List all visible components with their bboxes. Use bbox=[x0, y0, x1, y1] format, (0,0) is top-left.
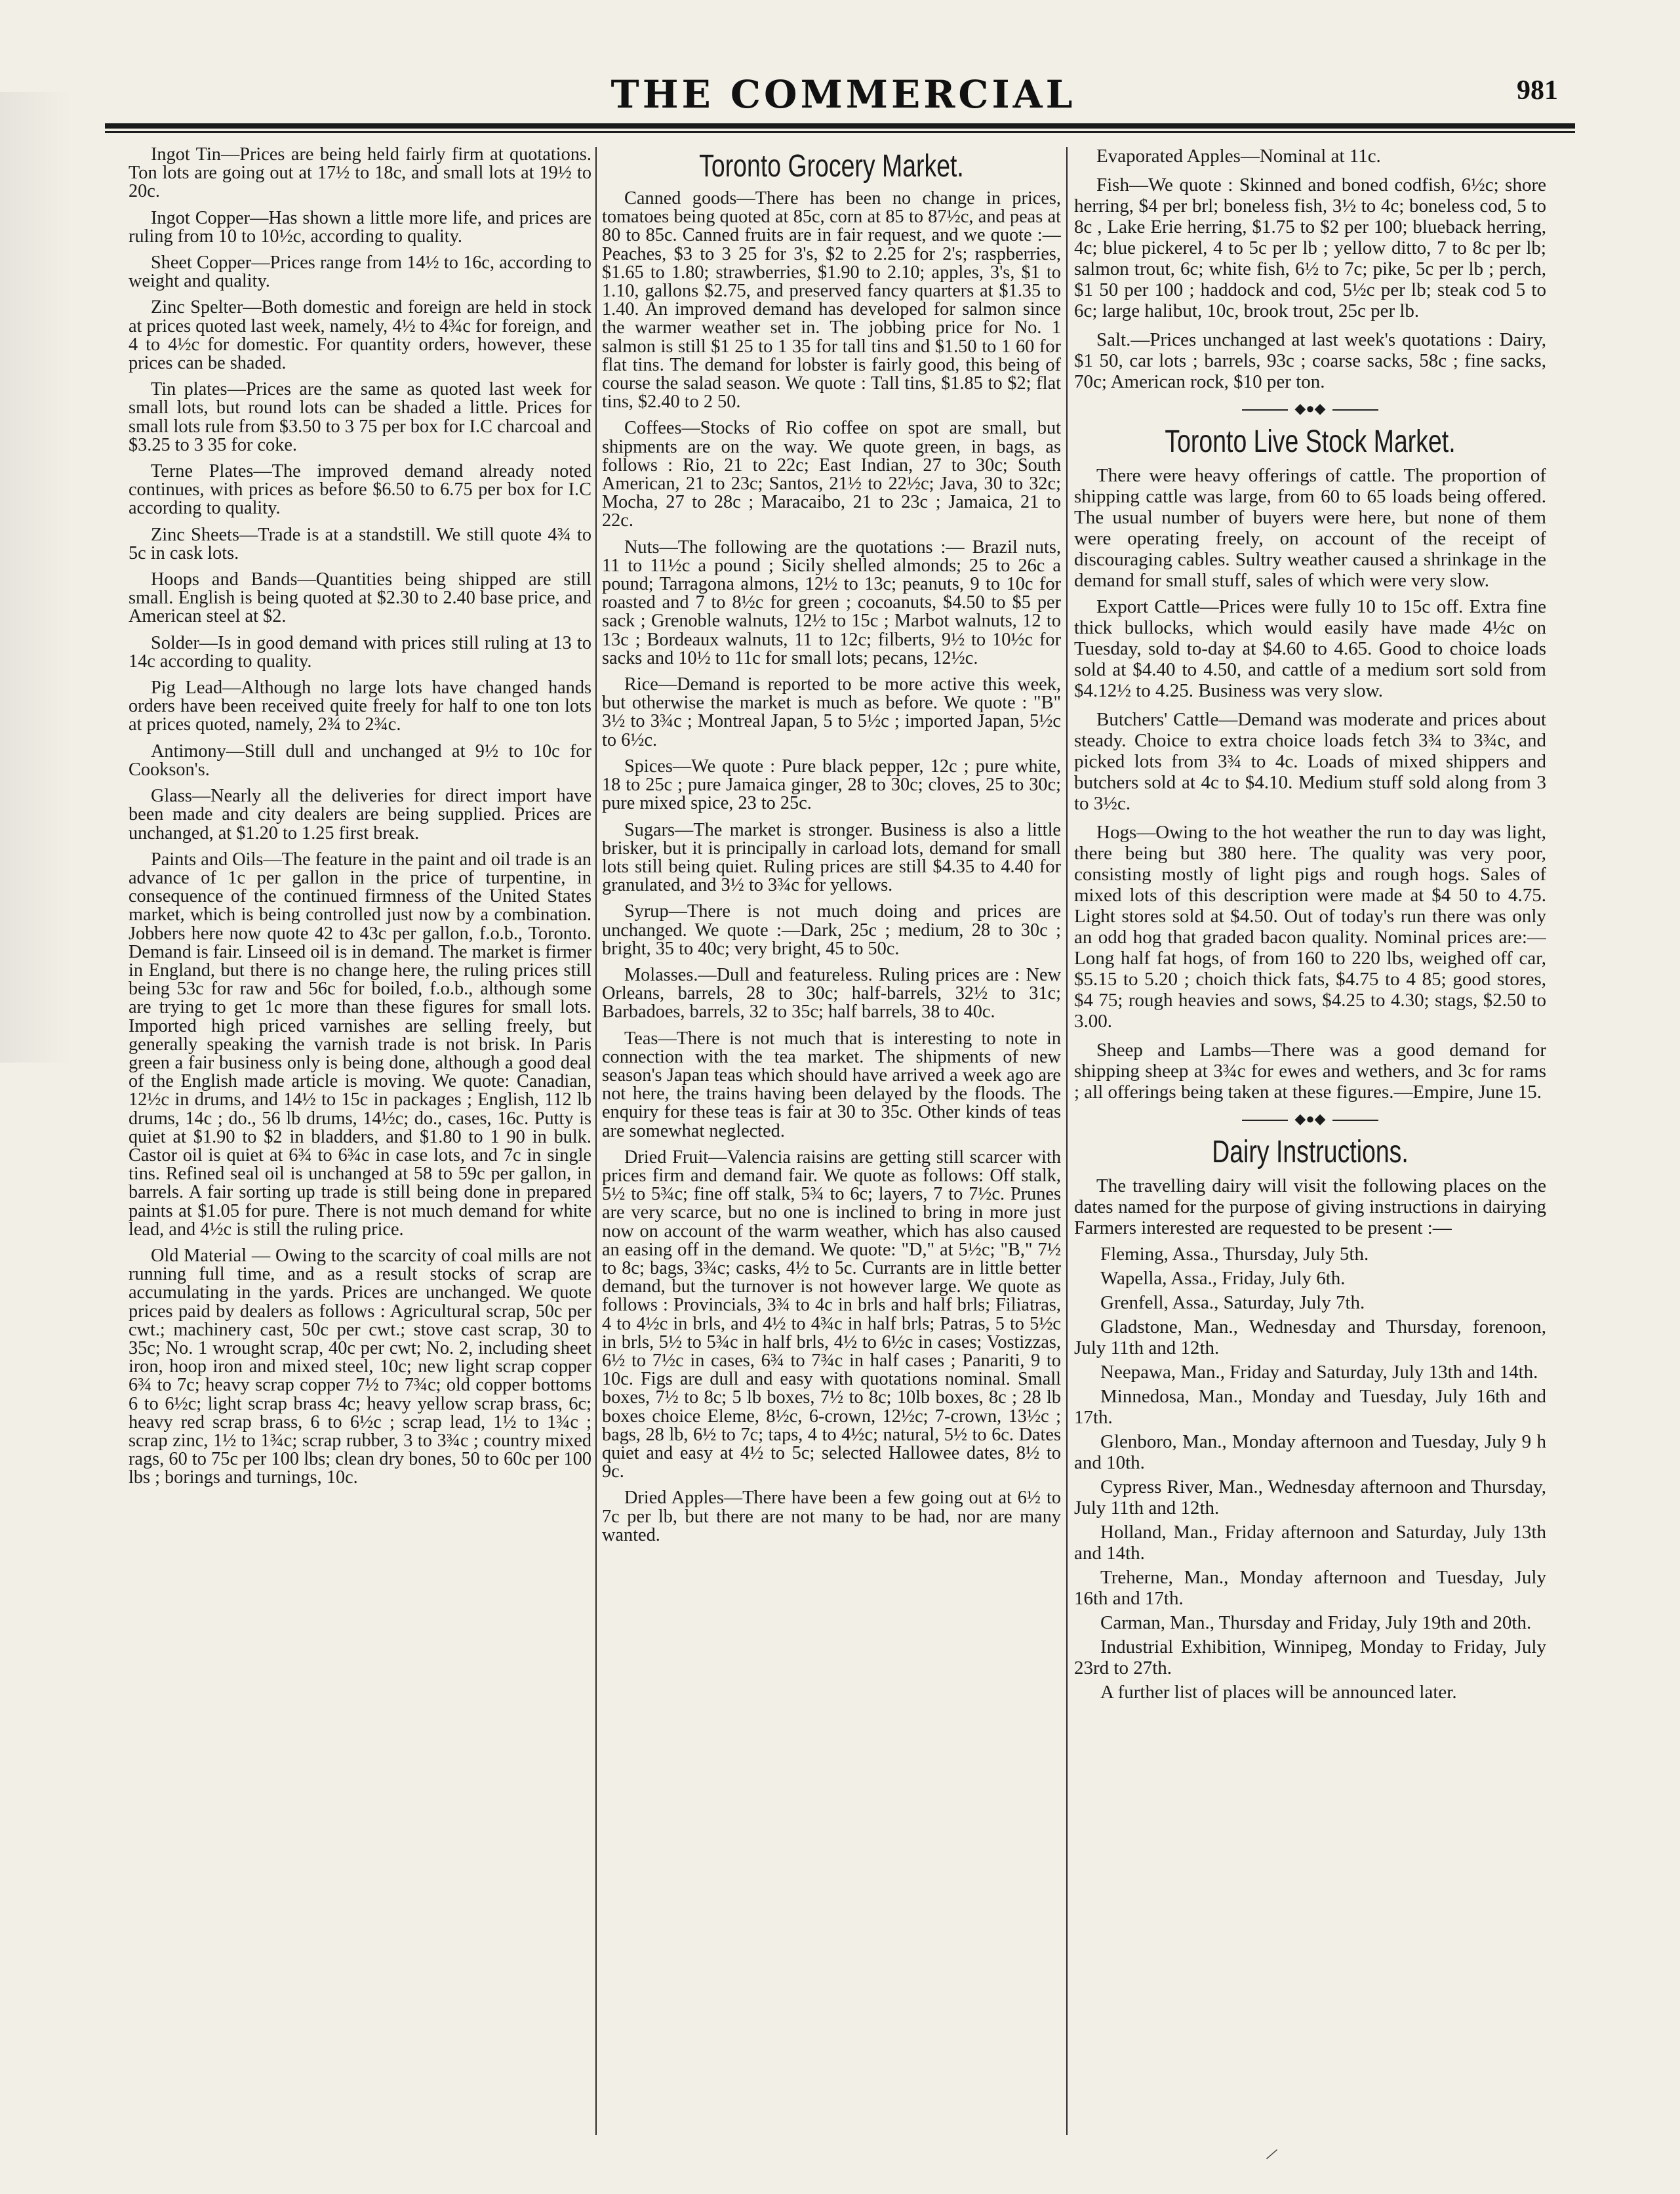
paragraph-solder: Solder—Is in good demand with prices still ruling at 13 to 14c according to quality. bbox=[129, 632, 591, 672]
paragraph-rice: Rice—Demand is reported to be more active this week, but otherwise the market is much as before. We quote : "B" 3½ to 3¾c ; Montreal Japan, 5 to 5½c ; imported Japan, 5½c to 6½c. bbox=[602, 674, 1061, 750]
paragraph-sugars: Sugars—The market is stronger. Business is also a little brisker, but it is principally in carload lots, demand for small lots still being quiet. Ruling prices are still $4.35 to 4.40 for granulated, and 3½ to 3¾c for yellows. bbox=[602, 819, 1061, 896]
dairy-list-item: Minnedosa, Man., Monday and Tuesday, July 16th and 17th. bbox=[1074, 1386, 1546, 1428]
column-hardware-report bbox=[129, 146, 591, 2148]
dairy-list-item: Wapella, Assa., Friday, July 6th. bbox=[1100, 1268, 1346, 1289]
section-ornament: ◆●◆ bbox=[1074, 1110, 1546, 1127]
section-title-dairy: Dairy Instructions. bbox=[1212, 1135, 1409, 1169]
dairy-list-item: Gladstone, Man., Wednesday and Thursday, forenoon, July 11th and 12th. bbox=[1074, 1316, 1546, 1358]
dairy-list-item: Grenfell, Assa., Saturday, July 7th. bbox=[1100, 1292, 1365, 1313]
ink-mark: / bbox=[1264, 2143, 1280, 2165]
paragraph-sheep-lambs: Sheep and Lambs—There was a good demand for shipping sheep at 3¾c for ewes and wethers, and 3c for rams ; all offerings being taken at these figures.—Empire, June 15. bbox=[1074, 1040, 1546, 1103]
paragraph-nuts: Nuts—The following are the quotations :— Brazil nuts, 11 to 11½c a pound ; Sicily shelled almonds; 25 to 26c a pound; Tarragona almons, 12½ to 13c; peanuts, 9 to 10c for roasted and 7 to 8½c for green ; cocoanuts, $4.50 to $5 per sack ; Grenoble walnuts, 12½ to 15c ; Marbot walnuts, 12 to 13c ; Bordeaux walnuts, 11 to 12c; filberts, 9½ to 10½c for sacks and 10½ to 11c for small lots; pecans, 12½c. bbox=[602, 537, 1061, 668]
paragraph-zinc-spelter: Zinc Spelter—Both domestic and foreign are held in stock at prices quoted last week, namely, 4½ to 4¾c for foreign, and 4 to 4½c for domestic. For quantity orders, however, these prices can be shaded. bbox=[129, 297, 591, 374]
paragraph-spices: Spices—We quote : Pure black pepper, 12c ; pure white, 18 to 25c ; pure Jamaica ginger, 28 to 30c; cloves, 25 to 30c; pure mixed spice, 23 to 25c. bbox=[602, 756, 1061, 814]
binding-margin bbox=[0, 92, 72, 1063]
paragraph-paints-oils: Paints and Oils—The feature in the paint and oil trade is an advance of 1c per gallon in the price of turpentine, in consequence of the continued firmness of the United States market, which is being controlled just now by a combination. Jobbers here now quote 42 to 43c per gallon, f.o.b., Toronto. Demand is fair. Linseed oil is in demand. The market is firmer in England, but there is no change here, the ruling prices still being 53c for raw and 56c for boiled, f.o.b., although some are trying to get 1c more than these figures for small lots. Imported high priced varnishes are selling freely, but generally speaking the varnish trade is not brisk. In Paris green a fair business only is being done, although a good deal of the English made article is moving. We quote: Canadian, 12½c in drums, and 14½ to 15c in packages ; English, 112 lb drums, 14c ; do., 56 lb drums, 14½c; do., cases, 16c. Putty is quiet at $1.90 to $2 in bladders, and $1.80 to 1 90 in bulk. Castor oil is quiet at 6¾ to 6¾c in case lots, and 7c in single tins. Refined seal oil is unchanged at 58 to 59c per gallon, in barrels. A fair sorting up trade is still being done in prepared paints at $1.05 for pure. There is not much demand for white lead, and 4½c is still the ruling price. bbox=[129, 849, 591, 1240]
paragraph-antimony: Antimony—Still dull and unchanged at 9½ to 10c for Cookson's. bbox=[129, 741, 591, 780]
dairy-list-item: Treherne, Man., Monday afternoon and Tuesday, July 16th and 17th. bbox=[1074, 1567, 1546, 1609]
paragraph-livestock-intro: There were heavy offerings of cattle. The proportion of shipping cattle was large, from 60 to 65 loads being offered. The usual number of buyers were here, but none of them were operating freely, on account of the receipt of discouraging cables. Sultry weather caused a shrinkage in the demand for small stuff, sales of which were very slow. bbox=[1074, 465, 1546, 591]
page-header bbox=[129, 63, 1558, 122]
header-rule-thin bbox=[105, 131, 1575, 133]
paragraph-butchers-cattle: Butchers' Cattle—Demand was moderate and prices about steady. Choice to extra choice loads fetch 3¾ to 3¾c, and picked lots from 3¾ to 4c. Loads of mixed shippers and butchers sold at 4c to $4.10. Medium stuff sold along from 3 to 3½c. bbox=[1074, 709, 1546, 814]
section-ornament: ◆●◆ bbox=[1074, 400, 1546, 417]
paragraph-dried-fruit: Dried Fruit—Valencia raisins are getting still scarcer with prices firm and demand fair. We quote as follows: Off stalk, 5½ to 5¾c; fine off stalk, 5¾ to 6c; layers, 7 to 7½c. Prunes are very scarce, but no one is inclined to bring in more just now on account of the warm weather, which has also caused an easing off in the demand. We quote: "D," at 5½c; "B," 7½ to 8c; bags, 3¾c; casks, 4½ to 5c. Currants are in little better demand, but the turnover is not however large. We quote as follows : Provincials, 3¾ to 4c in brls and half brls; Filiatras, 4 to 4½c in brls, and 4½ to 4¾c in half brls; Patras, 5 to 5½c in brls, 5½ to 5¾c in half brls, 4½ to 6½c in cases; Vostizzas, 6½ to 7½c in cases, 6¾ to 7¾c in half cases ; Panariti, 9 to 10c. Figs are dull and easy with quotations nominal. Small boxes, 7½ to 8c; 5 lb boxes, 7½ to 8c; 10lb boxes, 8c ; 28 lb boxes choice Eleme, 8½c, 6-crown, 12½c; 7-crown, 13½c ; bags, 28 lb, 6½ to 7c; taps, 4 to 4½c; natural, 5½ to 6c. Dates quiet and easy at 4½ to 5c; selected Hallowee dates, 8½ to 9c. bbox=[602, 1147, 1061, 1482]
paragraph-evaporated-apples: Evaporated Apples—Nominal at 11c. bbox=[1096, 146, 1381, 167]
section-title-grocery: Toronto Grocery Market. bbox=[699, 149, 964, 184]
header-rule bbox=[105, 123, 1575, 129]
paragraph-salt: Salt.—Prices unchanged at last week's quotations : Dairy, $1 50, car lots ; barrels, 93c ; coarse sacks, 58c ; fine sacks, 70c; American rock, $10 per ton. bbox=[1074, 329, 1546, 392]
paragraph-fish: Fish—We quote : Skinned and boned codfish, 6½c; shore herring, $4 per brl; boneless fish, 3½ to 4c; boneless cod, 5 to 8c , Lake Erie herring, $1.75 to $2 per 100; blueback herring, 4c; blue pickerel, 4 to 5c per lb ; yellow ditto, 7 to 8c per lb; salmon trout, 6c; white fish, 6½ to 7c; pike, 5c per lb ; perch, $1 50 per 100 ; haddock and cod, 5½c per lb; steak cod 5 to 6c; large halibut, 10c, brook trout, 25c per lb. bbox=[1074, 174, 1546, 321]
paragraph-old-material: Old Material — Owing to the scarcity of coal mills are not running full time, and as a result stocks of scrap are accumulating in the yards. Prices are unchanged. We quote prices paid by dealers as follows : Agricultural scrap, 50c per cwt.; machinery cast, 50c per cwt.; stove cast scrap, 30 to 35c; No. 1 wrought scrap, 40c per cwt; No. 2, including sheet iron, hoop iron and mixed steel, 10c; new light scrap copper 6¾ to 7c; heavy scrap copper 7½ to 7¾c; old copper bottoms 6 to 6½c; light scrap brass 4c; heavy yellow scrap brass, 6c; heavy red scrap brass, 6 to 6½c ; scrap lead, 1½ to 1¾c ; scrap zinc, 1½ to 1¾c; scrap rubber, 3 to 3¾c ; country mixed rags, 60 to 75c per 100 lbs; clean dry bones, 50 to 60c per 100 lbs ; borings and turnings, 10c. bbox=[129, 1245, 591, 1488]
paragraph-hoops-bands: Hoops and Bands—Quantities being shipped are still small. English is being quoted at $2.30 to 2.40 base price, and American steel at $2. bbox=[129, 569, 591, 627]
dairy-list-item: Neepawa, Man., Friday and Saturday, July 13th and 14th. bbox=[1100, 1362, 1538, 1383]
paragraph-teas: Teas—There is not much that is interesting to note in connection with the tea market. The shipments of new season's Japan teas which should have arrived a week ago are not here, the trains having been delayed by the floods. The enquiry for these teas is fair at 30 to 35c. Other kinds of teas are somewhat neglected. bbox=[602, 1028, 1061, 1141]
paragraph-dried-apples: Dried Apples—There have been a few going out at 6½ to 7c per lb, but there are not many to be had, nor are many wanted. bbox=[602, 1488, 1061, 1545]
dairy-list-item: Glenboro, Man., Monday afternoon and Tuesday, July 9 h and 10th. bbox=[1074, 1431, 1546, 1473]
paragraph-zinc-sheets: Zinc Sheets—Trade is at a standstill. We still quote 4¾ to 5c in cask lots. bbox=[129, 524, 591, 563]
paragraph-coffees: Coffees—Stocks of Rio coffee on spot are small, but shipments are on the way. We quote green, in bags, as follows : Rio, 21 to 22c; East Indian, 27 to 30c; South American, 21 to 23c; Santos, 21½ to 22½c; Java, 30 to 32c; Mocha, 27 to 28c ; Maracaibo, 21 to 23c ; Jamaica, 21 to 22c. bbox=[602, 418, 1061, 531]
masthead: THE COMMERCIAL bbox=[610, 72, 1076, 117]
dairy-list-item: Holland, Man., Friday afternoon and Saturday, July 13th and 14th. bbox=[1074, 1522, 1546, 1564]
page-number: 981 bbox=[1517, 75, 1558, 106]
column-divider bbox=[1066, 147, 1068, 2135]
dairy-list-item: Industrial Exhibition, Winnipeg, Monday to Friday, July 23rd to 27th. bbox=[1074, 1636, 1546, 1678]
column-livestock-dairy bbox=[1074, 146, 1546, 2148]
paragraph-syrup: Syrup—There is not much doing and prices are unchanged. We quote :—Dark, 25c ; medium, 28 to 30c ; bright, 35 to 40c; very bright, 45 to 50c. bbox=[602, 901, 1061, 959]
paragraph-molasses: Molasses.—Dull and featureless. Ruling prices are : New Orleans, barrels, 28 to 30c; half-barrels, 32½ to 31c; Barbadoes, barrels, 32 to 35c; half barrels, 38 to 40c. bbox=[602, 964, 1061, 1023]
paragraph-ingot-tin: Ingot Tin—Prices are being held fairly firm at quotations. Ton lots are going out at 17½ to 18c, and small lots at 19½ to 20c. bbox=[129, 146, 591, 202]
paragraph-export-cattle: Export Cattle—Prices were fully 10 to 15c off. Extra fine thick bullocks, which would easily have made 4½c on Tuesday, sold to-day at $4.60 to 4.65. Good to choice loads sold at $4.40 to 4.50, and cattle of a medium sort sold from $4.12½ to 4.25. Business was very slow. bbox=[1074, 596, 1546, 701]
paragraph-glass: Glass—Nearly all the deliveries for direct import have been made and city dealers are being supplied. Prices are unchanged, at $1.20 to 1.25 first break. bbox=[129, 786, 591, 843]
paragraph-dairy-intro: The travelling dairy will visit the following places on the dates named for the purpose of giving instructions in dairying Farmers interested are requested to be present :— bbox=[1074, 1175, 1546, 1238]
paragraph-ingot-copper: Ingot Copper—Has shown a little more life, and prices are ruling from 10 to 10½c, according to quality. bbox=[129, 207, 591, 247]
paragraph-pig-lead: Pig Lead—Although no large lots have changed hands orders have been received quite freely for half to one ton lots at prices quoted, namely, 2¾ to 2¾c. bbox=[129, 678, 591, 735]
dairy-list-item: Carman, Man., Thursday and Friday, July 19th and 20th. bbox=[1100, 1612, 1532, 1633]
section-title-livestock: Toronto Live Stock Market. bbox=[1165, 424, 1456, 459]
dairy-list-item: A further list of places will be announced later. bbox=[1100, 1682, 1457, 1703]
dairy-list-item: Fleming, Assa., Thursday, July 5th. bbox=[1100, 1244, 1369, 1265]
paragraph-sheet-copper: Sheet Copper—Prices range from 14½ to 16c, according to weight and quality. bbox=[129, 253, 591, 292]
column-divider bbox=[595, 147, 597, 2135]
paragraph-canned-goods: Canned goods—There has been no change in prices, tomatoes being quoted at 85c, corn at 85 to 87½c, and peas at 80 to 85c. Canned fruits are in fair request, and we quote :— Peaches, $3 to 3 25 for 3's, $2 to 2.25 for 2's; raspberries, $1.65 to 1.80; strawberries, $1.90 to 2.10; apples, 3's, $1 to 1.10, gallons $2.75, and preserved fancy quarters at $1.35 to 1.40. An improved demand has developed for salmon since the warmer weather set in. The jobbing price for No. 1 salmon is still $1 25 to 1 35 for tall tins and $1.50 to 1 60 for flat tins. The demand for lobster is fairly good, this being of course the salad season. We quote : Tall tins, $1.85 to $2; flat tins, $2.40 to 2 50. bbox=[602, 188, 1061, 413]
dairy-list-item: Cypress River, Man., Wednesday afternoon and Thursday, July 11th and 12th. bbox=[1074, 1476, 1546, 1518]
paragraph-tin-plates: Tin plates—Prices are the same as quoted last week for small lots, but round lots can be shaded a little. Prices for small lots rule from $3.50 to 3 75 per box for I.C charcoal and $3.25 to 3 35 for coke. bbox=[129, 379, 591, 455]
paragraph-hogs: Hogs—Owing to the hot weather the run to day was light, there being but 380 here. The quality was very poor, consisting mostly of light pigs and rough hogs. Sales of mixed lots of this description were made at $4 50 to 4.75. Light stores sold at $4.50. Out of today's run there was only an odd hog that graded bacon quality. Nominal prices are:— Long half fat hogs, of from 160 to 220 lbs, weighed off car, $5.15 to 5.20 ; choich thick fats, $4.75 to 4 85; good stores, $4 75; rough heavies and sows, $4.25 to 4.30; stags, $2.50 to 3.00. bbox=[1074, 822, 1546, 1032]
paragraph-terne-plates: Terne Plates—The improved demand already noted continues, with prices as before $6.50 to 6.75 per box for I.C according to quality. bbox=[129, 461, 591, 519]
column-grocery-market bbox=[602, 146, 1061, 2148]
